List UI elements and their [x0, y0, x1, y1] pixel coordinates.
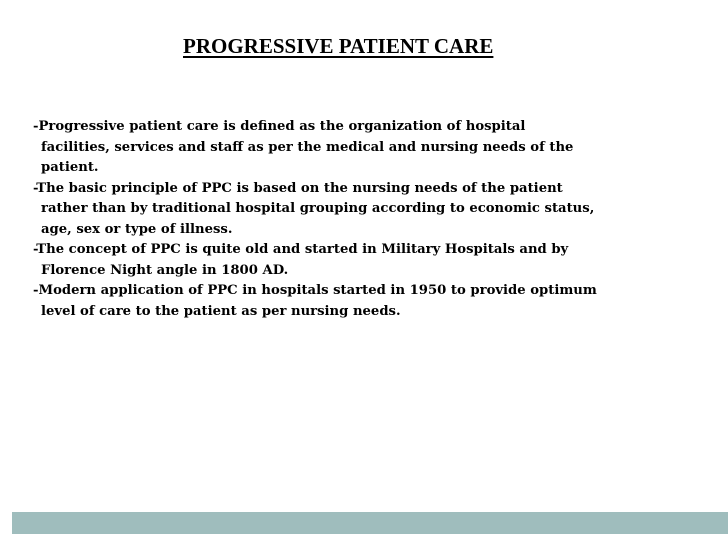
paragraph-line: patient. — [41, 160, 99, 175]
paragraph-line: -Progressive patient care is defined as the organization of hospital — [33, 119, 526, 134]
paragraph-line: rather than by traditional hospital grouping according to economic status, — [41, 201, 595, 216]
paragraph-line: level of care to the patient as per nursing needs. — [41, 303, 401, 319]
paragraph-modern-application — [33, 281, 713, 322]
paragraph-principle — [33, 179, 713, 241]
slide-body — [33, 117, 713, 322]
paragraph-line: Florence Night angle in 1800 AD. — [41, 262, 289, 278]
paragraph-line: facilities, services and staff as per the medical and nursing needs of the — [41, 139, 574, 155]
footer-bar — [12, 512, 728, 534]
slide-title: PROGRESSIVE PATIENT CARE — [183, 34, 494, 58]
paragraph-concept — [33, 240, 713, 281]
paragraph-line: -Modern application of PPC in hospitals started in 1950 to provide optimum — [33, 283, 597, 298]
paragraph-line: age, sex or type of illness. — [41, 221, 233, 237]
paragraph-definition — [33, 117, 713, 179]
paragraph-line: -The concept of PPC is quite old and started in Military Hospitals and by — [33, 242, 569, 257]
paragraph-line: -The basic principle of PPC is based on the nursing needs of the patient — [33, 180, 563, 196]
